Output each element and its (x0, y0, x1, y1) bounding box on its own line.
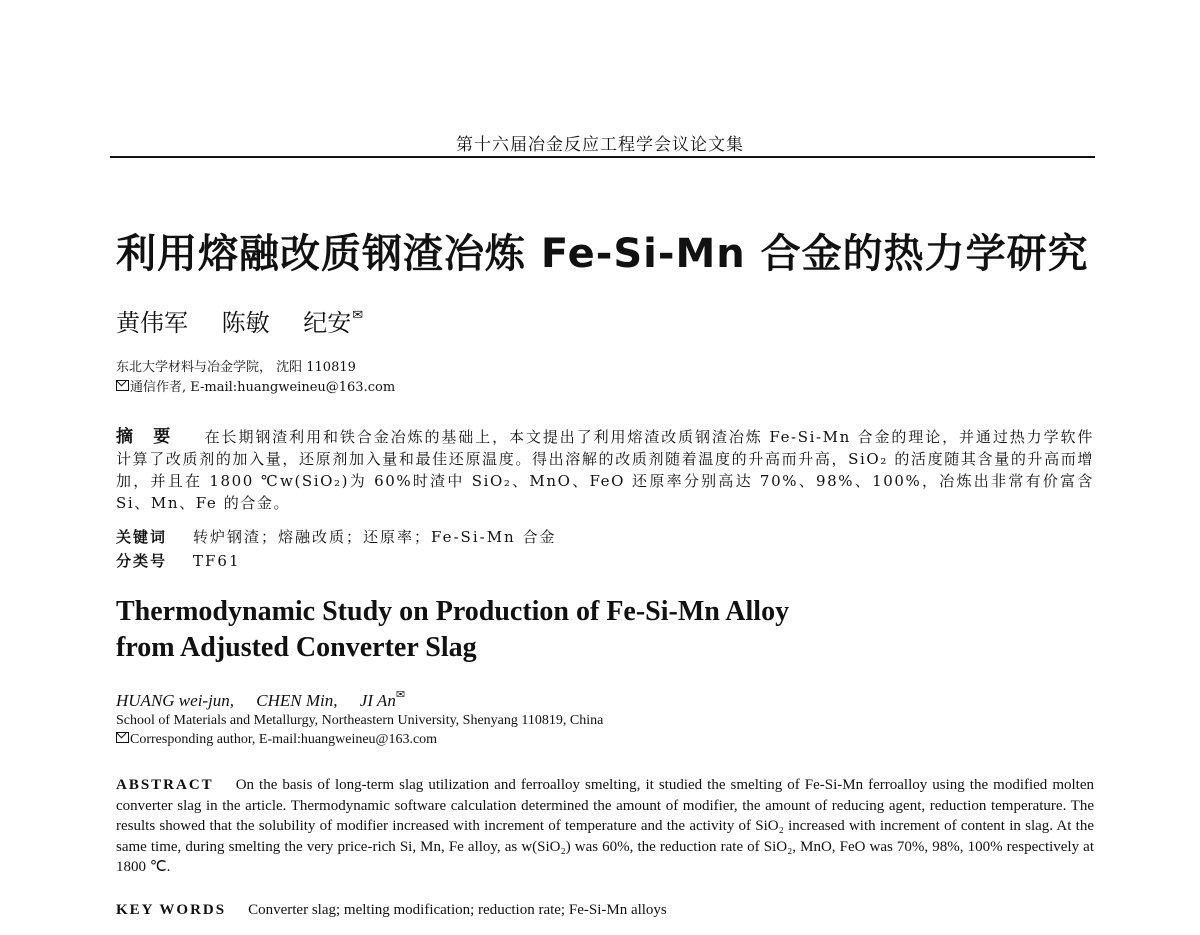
chinese-authors (116, 303, 389, 338)
corresponding-line: Corresponding author, E-mail:huangweineu@163.com (116, 730, 603, 749)
keywords-label: KEY WORDS (116, 902, 227, 918)
affiliation-line: 东北大学材料与冶金学院， 沈阳 110819 (116, 360, 356, 375)
envelope-icon: ✉ (352, 308, 364, 323)
title-line: from Adjusted Converter Slag (116, 632, 477, 663)
envelope-icon: ✉ (395, 689, 406, 701)
title-line: Thermodynamic Study on Production of Fe-Si-Mn Alloy (116, 596, 790, 627)
abstract-text: On the basis of long-term slag utilization and ferroalloy smelting, it studied the smelting of Fe-Si-Mn ferroalloy using the modified molten converter slag in the article. Thermodynamic software calculation determined the amount of modifier, the amount of reducing agent, reduction temperature. The results showed that the solubility of modifier increased with increment of temperature and the activity of SiO₂ increased with increment of content in slag. At the same time, during smelting the very price-rich Si, Mn, Fe alloy, as w(SiO₂) was 60%, the reduction rate of SiO₂, MnO, FeO was 70%, 98%, 100% respectively at 1800 ℃. (116, 777, 1094, 875)
author-name: 陈敏 (221, 309, 270, 337)
envelope-icon (116, 732, 129, 743)
chinese-affiliation (116, 358, 395, 398)
corresponding-line: 通信作者, E-mail:huangweineu@163.com (116, 378, 395, 398)
chinese-title: 利用熔融改质钢渣冶炼 Fe-Si-Mn 合金的热力学研究 (116, 231, 1089, 277)
english-abstract (116, 775, 1094, 878)
english-title (116, 594, 789, 666)
classification-text: TF61 (193, 552, 241, 570)
english-authors (116, 688, 423, 711)
abstract-label: 摘要 (116, 427, 191, 447)
abstract-text: 在长期钢渣利用和铁合金冶炼的基础上，本文提出了利用熔渣改质钢渣冶炼 Fe-Si-Mn 合金的理论，并通过热力学软件计算了改质剂的加入量，还原剂加入量和最佳还原温度。得出溶解的改质剂随着温度的升高而升高，SiO₂ 的活度随其含量的升高而增加，并且在 1800 ℃w(SiO₂)为 60%时渣中 SiO₂、MnO、FeO 还原率分别高达 70%、98%、100%，冶炼出非常有价富含 Si、Mn、Fe 的合金。 (116, 428, 1094, 512)
english-keywords (116, 902, 667, 919)
author-name: 纪安✉ (303, 308, 364, 337)
envelope-icon (116, 380, 129, 391)
affiliation-line: School of Materials and Metallurgy, Northeastern University, Shenyang 110819, China (116, 713, 604, 728)
author-name: CHEN Min, (256, 691, 338, 710)
classification-label: 分类号 (116, 552, 168, 570)
author-name: HUANG wei-jun, (116, 691, 235, 710)
author-name: 黄伟军 (116, 309, 188, 337)
running-header: 第十六届冶金反应工程学会议论文集 (456, 135, 744, 155)
chinese-abstract (116, 426, 1094, 514)
english-affiliation (116, 711, 603, 749)
classification-number (116, 550, 241, 571)
header-rule (110, 156, 1095, 158)
keywords-label: 关键词 (116, 528, 168, 546)
keywords-text: Converter slag; melting modification; reduction rate; Fe-Si-Mn alloys (248, 902, 667, 918)
chinese-keywords (116, 526, 556, 547)
abstract-label: ABSTRACT (116, 777, 214, 793)
keywords-text: 转炉钢渣；熔融改质；还原率；Fe-Si-Mn 合金 (193, 528, 557, 546)
author-name: JI An✉ (359, 689, 406, 710)
